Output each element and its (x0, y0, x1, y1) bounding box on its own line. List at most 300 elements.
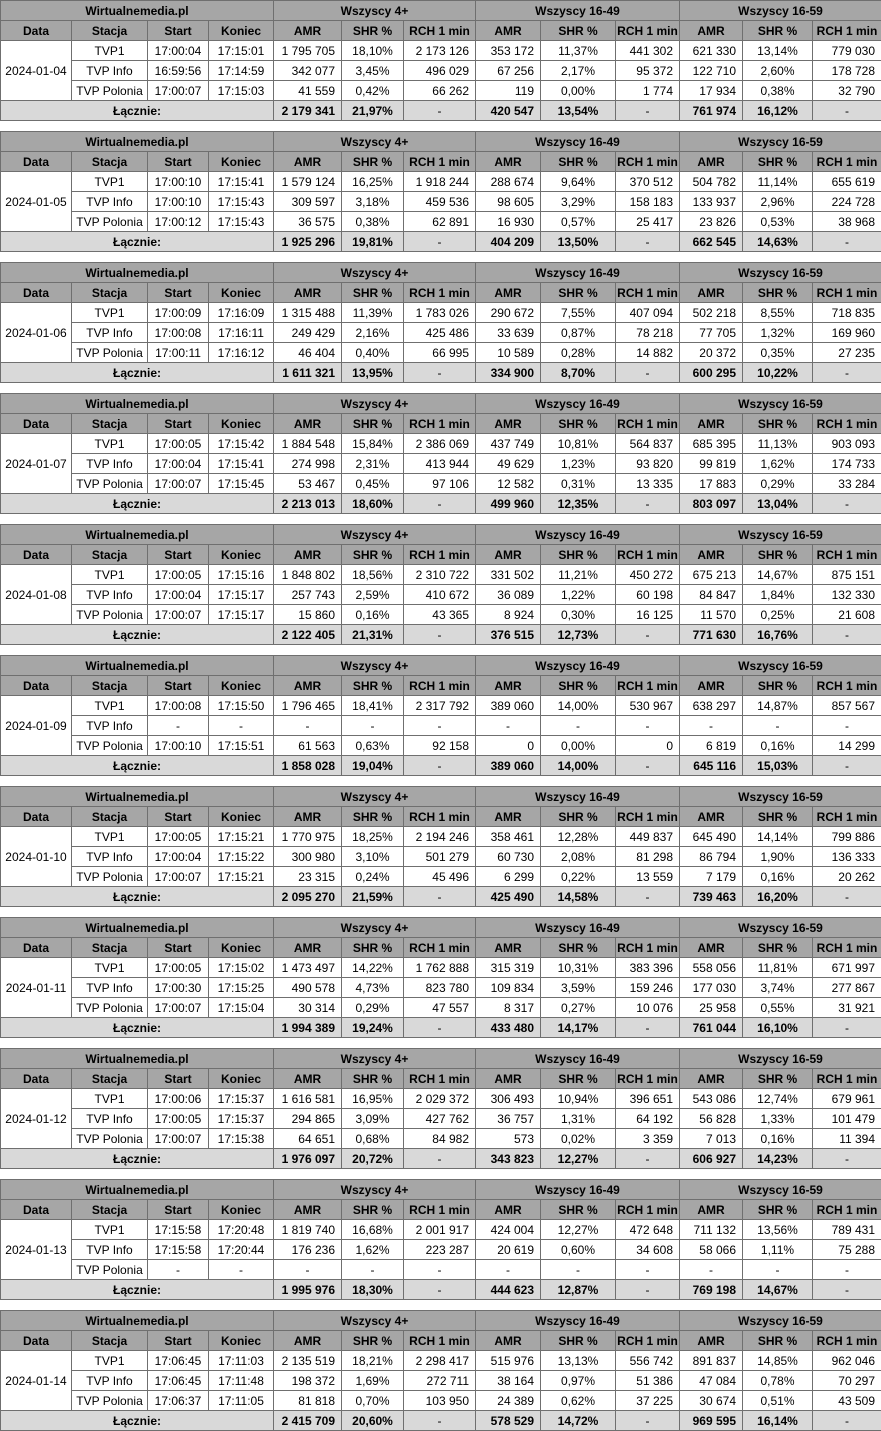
value-cell: 15 860 (274, 605, 342, 625)
total-value-cell: 606 927 (680, 1149, 743, 1169)
value-cell: 17:20:44 (209, 1240, 274, 1260)
total-value-cell: 8,70% (541, 363, 616, 383)
value-cell: 294 865 (274, 1109, 342, 1129)
column-header: SHR % (541, 1331, 616, 1351)
total-value-cell: 14,17% (541, 1018, 616, 1038)
value-cell: 11,21% (541, 565, 616, 585)
total-value-cell: 18,60% (342, 494, 404, 514)
column-header: RCH 1 min (616, 1200, 680, 1220)
station-cell: TVP Polonia (72, 474, 148, 494)
total-value-cell: 21,97% (342, 101, 404, 121)
column-header: SHR % (541, 938, 616, 958)
value-cell: 97 106 (404, 474, 476, 494)
value-cell: 20 372 (680, 343, 743, 363)
column-header: RCH 1 min (813, 283, 881, 303)
value-cell: 60 198 (616, 585, 680, 605)
value-cell: 17:15:37 (209, 1109, 274, 1129)
total-value-cell: 771 630 (680, 625, 743, 645)
value-cell: 17:14:59 (209, 61, 274, 81)
value-cell: - (813, 716, 881, 736)
table-separator (0, 645, 881, 655)
value-cell: 12 582 (476, 474, 541, 494)
total-value-cell: - (404, 232, 476, 252)
value-cell: 300 980 (274, 847, 342, 867)
date-cell: 2024-01-06 (1, 303, 72, 363)
table-separator (0, 252, 881, 262)
column-header: Stacja (72, 807, 148, 827)
value-cell: 17:15:45 (209, 474, 274, 494)
value-cell: 309 597 (274, 192, 342, 212)
column-header: Koniec (209, 676, 274, 696)
column-header: AMR (476, 676, 541, 696)
total-value-cell: - (813, 1280, 881, 1300)
value-cell: 0,28% (541, 343, 616, 363)
audience-group-header: Wszyscy 16-59 (680, 1311, 881, 1331)
daily-ratings-table (0, 131, 881, 252)
column-header-row (1, 283, 881, 303)
total-value-cell: 343 823 (476, 1149, 541, 1169)
value-cell: 410 672 (404, 585, 476, 605)
value-cell: 558 056 (680, 958, 743, 978)
station-cell: TVP1 (72, 1220, 148, 1240)
station-cell: TVP Polonia (72, 81, 148, 101)
column-header: Stacja (72, 1200, 148, 1220)
total-value-cell: 20,60% (342, 1411, 404, 1431)
value-cell: 891 837 (680, 1351, 743, 1371)
total-value-cell: - (404, 1018, 476, 1038)
date-cell: 2024-01-08 (1, 565, 72, 625)
value-cell: 1 884 548 (274, 434, 342, 454)
value-cell: 13,14% (743, 41, 813, 61)
column-header: RCH 1 min (616, 1331, 680, 1351)
column-header: AMR (680, 21, 743, 41)
column-header: SHR % (342, 676, 404, 696)
value-cell: 0,68% (342, 1129, 404, 1149)
value-cell: 621 330 (680, 41, 743, 61)
column-header: AMR (476, 1331, 541, 1351)
total-row (1, 756, 881, 776)
column-header: Data (1, 545, 72, 565)
total-value-cell: - (813, 363, 881, 383)
value-cell: 84 847 (680, 585, 743, 605)
column-header: Stacja (72, 283, 148, 303)
value-cell: 383 396 (616, 958, 680, 978)
table-separator (0, 776, 881, 786)
value-cell: 12,28% (541, 827, 616, 847)
value-cell: 21 608 (813, 605, 881, 625)
value-cell: 490 578 (274, 978, 342, 998)
value-cell: 789 431 (813, 1220, 881, 1240)
value-cell: 0,02% (541, 1129, 616, 1149)
table-row (1, 585, 881, 605)
audience-group-header: Wszyscy 16-49 (476, 1311, 680, 1331)
value-cell: 93 820 (616, 454, 680, 474)
value-cell: - (616, 1260, 680, 1280)
total-value-cell: 10,22% (743, 363, 813, 383)
total-value-cell: 13,95% (342, 363, 404, 383)
total-row (1, 1280, 881, 1300)
total-label: Łącznie: (1, 1149, 274, 1169)
column-header: RCH 1 min (813, 414, 881, 434)
station-cell: TVP Polonia (72, 1391, 148, 1411)
total-value-cell: - (616, 1149, 680, 1169)
value-cell: 18,10% (342, 41, 404, 61)
total-row (1, 1149, 881, 1169)
station-cell: TVP1 (72, 958, 148, 978)
value-cell: 159 246 (616, 978, 680, 998)
daily-ratings-table (0, 655, 881, 776)
value-cell: - (274, 1260, 342, 1280)
audience-group-header: Wszyscy 16-59 (680, 525, 881, 545)
column-header: Koniec (209, 414, 274, 434)
value-cell: 75 288 (813, 1240, 881, 1260)
value-cell: 17:00:05 (148, 565, 209, 585)
total-value-cell: 14,63% (743, 232, 813, 252)
value-cell: 515 976 (476, 1351, 541, 1371)
column-header: SHR % (743, 152, 813, 172)
daily-ratings-table (0, 917, 881, 1038)
column-header: RCH 1 min (404, 21, 476, 41)
value-cell: 0,62% (541, 1391, 616, 1411)
column-header: AMR (476, 283, 541, 303)
value-cell: - (743, 1260, 813, 1280)
value-cell: 60 730 (476, 847, 541, 867)
table-row (1, 212, 881, 232)
group-header-row (1, 1180, 881, 1200)
column-header: RCH 1 min (813, 676, 881, 696)
table-row (1, 192, 881, 212)
column-header: AMR (476, 21, 541, 41)
station-cell: TVP1 (72, 696, 148, 716)
value-cell: 43 509 (813, 1391, 881, 1411)
total-value-cell: 662 545 (680, 232, 743, 252)
value-cell: 17:15:42 (209, 434, 274, 454)
source-label: Wirtualnemedia.pl (1, 918, 274, 938)
value-cell: 3,59% (541, 978, 616, 998)
column-header: RCH 1 min (813, 807, 881, 827)
value-cell: 0,55% (743, 998, 813, 1018)
value-cell: 11,39% (342, 303, 404, 323)
total-value-cell: - (813, 887, 881, 907)
total-value-cell: 1 976 097 (274, 1149, 342, 1169)
value-cell: 0,29% (743, 474, 813, 494)
column-header: AMR (680, 938, 743, 958)
value-cell: 66 995 (404, 343, 476, 363)
value-cell: 11,14% (743, 172, 813, 192)
column-header: Koniec (209, 545, 274, 565)
total-value-cell: 499 960 (476, 494, 541, 514)
value-cell: 1,62% (743, 454, 813, 474)
value-cell: 675 213 (680, 565, 743, 585)
value-cell: 1,11% (743, 1240, 813, 1260)
value-cell: 17:15:25 (209, 978, 274, 998)
total-value-cell: - (813, 232, 881, 252)
total-value-cell: 2 179 341 (274, 101, 342, 121)
value-cell: 504 782 (680, 172, 743, 192)
column-header: RCH 1 min (404, 545, 476, 565)
column-header: SHR % (743, 676, 813, 696)
table-row (1, 1089, 881, 1109)
value-cell: 12,27% (541, 1220, 616, 1240)
column-header: Data (1, 676, 72, 696)
total-value-cell: 20,72% (342, 1149, 404, 1169)
table-separator (0, 1169, 881, 1179)
value-cell: 0,30% (541, 605, 616, 625)
value-cell: 7,55% (541, 303, 616, 323)
value-cell: - (680, 716, 743, 736)
column-header: AMR (680, 152, 743, 172)
column-header: AMR (680, 1331, 743, 1351)
value-cell: 288 674 (476, 172, 541, 192)
total-value-cell: 16,20% (743, 887, 813, 907)
column-header: AMR (274, 807, 342, 827)
column-header: AMR (274, 545, 342, 565)
column-header: AMR (274, 283, 342, 303)
total-label: Łącznie: (1, 232, 274, 252)
total-label: Łącznie: (1, 1280, 274, 1300)
column-header: Start (148, 1069, 209, 1089)
column-header: Start (148, 545, 209, 565)
value-cell: 472 648 (616, 1220, 680, 1240)
column-header: Stacja (72, 414, 148, 434)
value-cell: 84 982 (404, 1129, 476, 1149)
column-header: AMR (476, 152, 541, 172)
table-row (1, 1129, 881, 1149)
column-header: RCH 1 min (616, 283, 680, 303)
value-cell: 2,16% (342, 323, 404, 343)
column-header: SHR % (342, 1069, 404, 1089)
value-cell: 17:15:17 (209, 585, 274, 605)
station-cell: TVP Info (72, 716, 148, 736)
total-label: Łącznie: (1, 101, 274, 121)
total-row (1, 1018, 881, 1038)
value-cell: 3,09% (342, 1109, 404, 1129)
value-cell: 564 837 (616, 434, 680, 454)
value-cell: 17:00:10 (148, 192, 209, 212)
value-cell: 17:00:05 (148, 434, 209, 454)
value-cell: 14,00% (541, 696, 616, 716)
value-cell: 15,84% (342, 434, 404, 454)
value-cell: 17:15:03 (209, 81, 274, 101)
value-cell: 17:11:03 (209, 1351, 274, 1371)
station-cell: TVP Info (72, 323, 148, 343)
column-header: RCH 1 min (616, 152, 680, 172)
station-cell: TVP Info (72, 978, 148, 998)
total-value-cell: 19,04% (342, 756, 404, 776)
column-header: AMR (476, 1200, 541, 1220)
value-cell: 43 365 (404, 605, 476, 625)
value-cell: 875 151 (813, 565, 881, 585)
station-cell: TVP Polonia (72, 998, 148, 1018)
table-row (1, 1240, 881, 1260)
value-cell: 17:00:11 (148, 343, 209, 363)
total-value-cell: 14,58% (541, 887, 616, 907)
station-cell: TVP1 (72, 434, 148, 454)
value-cell: 0,78% (743, 1371, 813, 1391)
value-cell: 0,22% (541, 867, 616, 887)
total-value-cell: - (404, 1149, 476, 1169)
value-cell: 17:15:17 (209, 605, 274, 625)
value-cell: - (274, 716, 342, 736)
value-cell: 424 004 (476, 1220, 541, 1240)
value-cell: 53 467 (274, 474, 342, 494)
value-cell: 0,35% (743, 343, 813, 363)
audience-group-header: Wszyscy 16-59 (680, 394, 881, 414)
audience-group-header: Wszyscy 16-59 (680, 1, 881, 21)
value-cell: 169 960 (813, 323, 881, 343)
audience-group-header: Wszyscy 16-59 (680, 1049, 881, 1069)
audience-group-header: Wszyscy 4+ (274, 1, 476, 21)
total-value-cell: 739 463 (680, 887, 743, 907)
value-cell: 13,56% (743, 1220, 813, 1240)
value-cell: 78 218 (616, 323, 680, 343)
value-cell: 1 770 975 (274, 827, 342, 847)
total-value-cell: 19,81% (342, 232, 404, 252)
total-value-cell: - (813, 1149, 881, 1169)
value-cell: 1 795 705 (274, 41, 342, 61)
value-cell: 122 710 (680, 61, 743, 81)
table-row (1, 1109, 881, 1129)
value-cell: 257 743 (274, 585, 342, 605)
value-cell: 86 794 (680, 847, 743, 867)
value-cell: 41 559 (274, 81, 342, 101)
value-cell: 36 575 (274, 212, 342, 232)
value-cell: 2,59% (342, 585, 404, 605)
column-header: Data (1, 807, 72, 827)
value-cell: 109 834 (476, 978, 541, 998)
table-row (1, 303, 881, 323)
total-value-cell: 15,03% (743, 756, 813, 776)
column-header: SHR % (541, 1069, 616, 1089)
date-cell: 2024-01-09 (1, 696, 72, 756)
total-value-cell: 2 122 405 (274, 625, 342, 645)
value-cell: 0 (616, 736, 680, 756)
value-cell: 331 502 (476, 565, 541, 585)
column-header: RCH 1 min (813, 1200, 881, 1220)
value-cell: 20 619 (476, 1240, 541, 1260)
column-header: AMR (680, 807, 743, 827)
value-cell: - (476, 716, 541, 736)
value-cell: 0,53% (743, 212, 813, 232)
value-cell: 7 013 (680, 1129, 743, 1149)
value-cell: 501 279 (404, 847, 476, 867)
value-cell: 13 335 (616, 474, 680, 494)
column-header-row (1, 1069, 881, 1089)
audience-group-header: Wszyscy 16-49 (476, 918, 680, 938)
total-value-cell: 2 415 709 (274, 1411, 342, 1431)
value-cell: 16,68% (342, 1220, 404, 1240)
table-separator (0, 383, 881, 393)
total-value-cell: 769 198 (680, 1280, 743, 1300)
value-cell: 530 967 (616, 696, 680, 716)
column-header: SHR % (541, 283, 616, 303)
value-cell: 2 135 519 (274, 1351, 342, 1371)
value-cell: 18,25% (342, 827, 404, 847)
value-cell: 81 298 (616, 847, 680, 867)
table-separator (0, 1300, 881, 1310)
value-cell: 1,90% (743, 847, 813, 867)
total-row (1, 625, 881, 645)
value-cell: 17:15:21 (209, 867, 274, 887)
value-cell: 17:15:01 (209, 41, 274, 61)
value-cell: 27 235 (813, 343, 881, 363)
group-header-row (1, 525, 881, 545)
total-value-cell: 1 994 389 (274, 1018, 342, 1038)
value-cell: 17:00:04 (148, 454, 209, 474)
value-cell: 14,14% (743, 827, 813, 847)
total-value-cell: - (616, 1018, 680, 1038)
value-cell: 0,16% (743, 1129, 813, 1149)
column-header: Stacja (72, 545, 148, 565)
value-cell: 98 605 (476, 192, 541, 212)
value-cell: 136 333 (813, 847, 881, 867)
value-cell: 1,23% (541, 454, 616, 474)
column-header: AMR (476, 807, 541, 827)
column-header: AMR (274, 938, 342, 958)
total-row (1, 232, 881, 252)
column-header: SHR % (342, 938, 404, 958)
audience-group-header: Wszyscy 16-59 (680, 656, 881, 676)
column-header: RCH 1 min (404, 938, 476, 958)
column-header: SHR % (743, 414, 813, 434)
value-cell: 3,29% (541, 192, 616, 212)
value-cell: 1 796 465 (274, 696, 342, 716)
value-cell: 389 060 (476, 696, 541, 716)
value-cell: 342 077 (274, 61, 342, 81)
value-cell: 16:59:56 (148, 61, 209, 81)
value-cell: 799 886 (813, 827, 881, 847)
total-value-cell: 761 974 (680, 101, 743, 121)
value-cell: 0,16% (743, 736, 813, 756)
value-cell: 56 828 (680, 1109, 743, 1129)
value-cell: 92 158 (404, 736, 476, 756)
column-header-row (1, 152, 881, 172)
table-separator (0, 514, 881, 524)
daily-ratings-table (0, 0, 881, 121)
station-cell: TVP1 (72, 1089, 148, 1109)
value-cell: 49 629 (476, 454, 541, 474)
table-row (1, 605, 881, 625)
station-cell: TVP1 (72, 565, 148, 585)
value-cell: 17:00:10 (148, 736, 209, 756)
column-header: SHR % (541, 807, 616, 827)
value-cell: 2 386 069 (404, 434, 476, 454)
value-cell: 0,29% (342, 998, 404, 1018)
value-cell: 17:15:16 (209, 565, 274, 585)
table-separator (0, 1038, 881, 1048)
value-cell: 10,81% (541, 434, 616, 454)
column-header: RCH 1 min (616, 807, 680, 827)
value-cell: 962 046 (813, 1351, 881, 1371)
value-cell: 2 194 246 (404, 827, 476, 847)
audience-group-header: Wszyscy 16-49 (476, 132, 680, 152)
value-cell: 272 711 (404, 1371, 476, 1391)
total-row (1, 887, 881, 907)
value-cell: - (209, 716, 274, 736)
column-header: Stacja (72, 938, 148, 958)
column-header: AMR (476, 938, 541, 958)
value-cell: 358 461 (476, 827, 541, 847)
value-cell: 1 762 888 (404, 958, 476, 978)
station-cell: TVP Polonia (72, 605, 148, 625)
total-value-cell: 21,59% (342, 887, 404, 907)
column-header: SHR % (342, 545, 404, 565)
total-value-cell: 969 595 (680, 1411, 743, 1431)
value-cell: 11,37% (541, 41, 616, 61)
value-cell: 3,10% (342, 847, 404, 867)
value-cell: 17:11:48 (209, 1371, 274, 1391)
group-header-row (1, 263, 881, 283)
